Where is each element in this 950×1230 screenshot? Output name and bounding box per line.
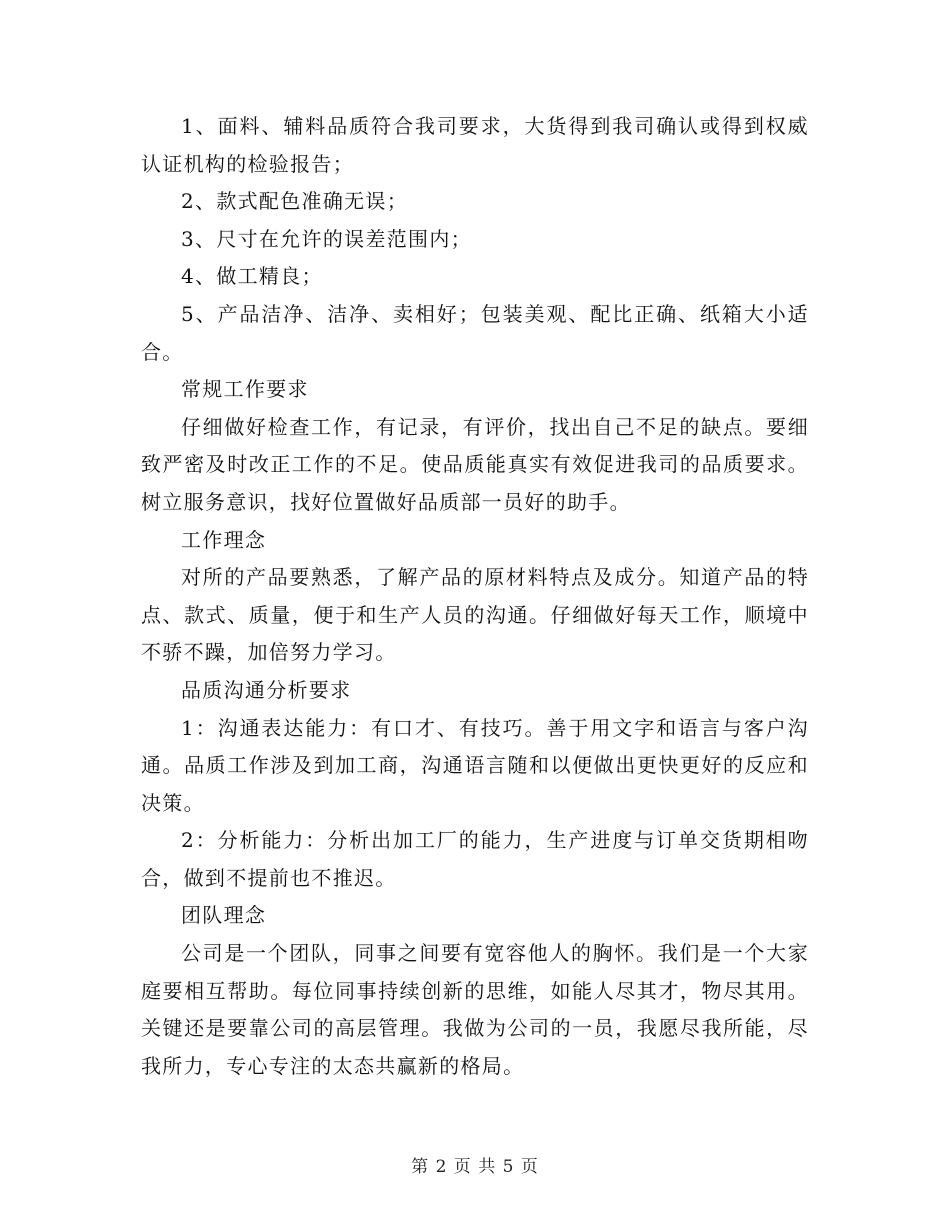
section-heading-routine-work: 常规工作要求 — [181, 377, 309, 402]
paragraph-analysis-ability: 2：分析能力：分析出加工厂的能力，生产进度与订单交货期相吻合，做到不提前也不推迟。 — [141, 828, 809, 890]
list-item-color-accuracy: 2、款式配色准确无误； — [181, 189, 409, 214]
paragraph-work-philosophy: 对所的产品要熟悉，了解产品的原材料特点及成分。知道产品的特点、款式、质量，便于和生产人员的沟通。仔细做好每天工作，顺境中不骄不躁，加倍努力学习。 — [141, 565, 809, 665]
list-item-workmanship: 4、做工精良； — [181, 264, 323, 289]
section-heading-communication: 品质沟通分析要求 — [181, 677, 352, 702]
document-body — [141, 108, 809, 1085]
paragraph-team-philosophy: 公司是一个团队，同事之间要有宽容他人的胸怀。我们是一个大家庭要相互帮助。每位同事持续创新的思维，如能人尽其才，物尽其用。关键还是要靠公司的高层管理。我做为公司的一员，我愿尽我所能，尽我所力，专心专注的太态共赢新的格局。 — [141, 941, 809, 1078]
paragraph-communication-ability: 1：沟通表达能力：有口才、有技巧。善于用文字和语言与客户沟通。品质工作涉及到加工商，沟通语言随和以便做出更快更好的反应和决策。 — [141, 715, 809, 815]
page-number: 第 2 页 共 5 页 — [411, 1157, 539, 1177]
list-item-size-tolerance: 3、尺寸在允许的误差范围内； — [181, 226, 472, 251]
list-item-packaging: 5、产品洁净、洁净、卖相好；包装美观、配比正确、纸箱大小适合。 — [141, 301, 809, 364]
section-heading-work-philosophy: 工作理念 — [181, 527, 267, 552]
section-heading-team-philosophy: 团队理念 — [181, 903, 267, 928]
list-item-fabric-quality: 1、面料、辅料品质符合我司要求，大货得到我司确认或得到权威认证机构的检验报告； — [141, 114, 809, 176]
paragraph-routine-work: 仔细做好检查工作，有记录，有评价，找出自己不足的缺点。要细致严密及时改正工作的不足。使品质能真实有效促进我司的品质要求。树立服务意识，找好位置做好品质部一员好的助手。 — [141, 414, 809, 514]
